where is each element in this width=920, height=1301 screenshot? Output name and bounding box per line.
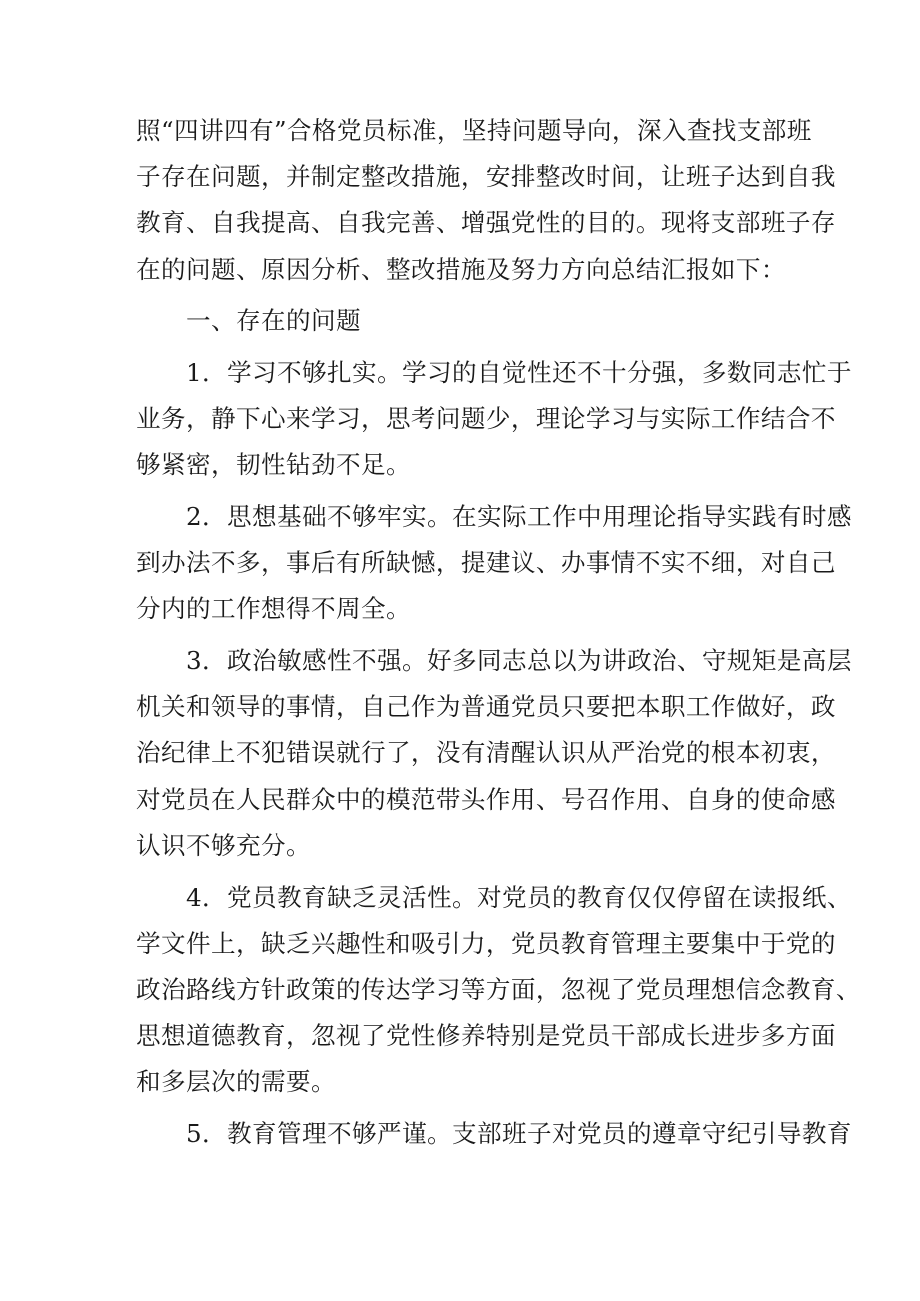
text-line: 对党员在人民群众中的模范带头作用、号召作用、自身的使命感 (136, 784, 836, 814)
text-line: 3．政治敏感性不强。好多同志总以为讲政治、守规矩是高层 (186, 646, 852, 676)
text-line: 认识不够充分。 (136, 830, 311, 860)
text-line: 政治路线方针政策的传达学习等方面，忽视了党员理想信念教育、 (136, 974, 861, 1004)
text-line: 和多层次的需要。 (136, 1067, 336, 1097)
text-line: 分内的工作想得不周全。 (136, 594, 411, 624)
section-heading: 一、存在的问题 (186, 306, 361, 336)
text-line: 照“四讲四有”合格党员标准，坚持问题导向，深入查找支部班 (136, 116, 812, 145)
item-paragraph-5 (136, 1111, 852, 1157)
text-line: 治纪律上不犯错误就行了，没有清醒认识从严治党的根本初衷， (136, 738, 836, 768)
item-paragraph-2 (136, 494, 852, 633)
text-line: 1．学习不够扎实。学习的自觉性还不十分强，多数同志忙于 (186, 357, 852, 387)
text-line: 在的问题、原因分析、整改措施及努力方向总结汇报如下： (136, 254, 786, 284)
intro-paragraph (136, 108, 836, 293)
text-line: 学文件上，缺乏兴趣性和吸引力，党员教育管理主要集中于党的 (136, 928, 836, 958)
text-line: 2．思想基础不够牢实。在实际工作中用理论指导实践有时感 (186, 502, 852, 531)
text-line: 5．教育管理不够严谨。支部班子对党员的遵章守纪引导教育 (186, 1118, 852, 1148)
text-line: 子存在问题，并制定整改措施，安排整改时间，让班子达到自我 (136, 162, 836, 192)
item-paragraph-1 (136, 350, 852, 489)
text-line: 机关和领导的事情，自己作为普通党员只要把本职工作做好，政 (136, 692, 836, 722)
text-line: 思想道德教育，忽视了党性修养特别是党员干部成长进步多方面 (136, 1021, 836, 1051)
text-line: 业务，静下心来学习，思考问题少，理论学习与实际工作结合不 (136, 404, 836, 434)
item-paragraph-3 (136, 638, 852, 869)
item-paragraph-4 (136, 875, 861, 1106)
text-line: 够紧密，韧性钻劲不足。 (136, 450, 411, 480)
text-line: 到办法不多，事后有所缺憾，提建议、办事情不实不细，对自己 (136, 548, 836, 578)
document-body (136, 108, 861, 1157)
text-line: 4．党员教育缺乏灵活性。对党员的教育仅仅停留在读报纸、 (186, 882, 852, 912)
text-line: 教育、自我提高、自我完善、增强党性的目的。现将支部班子存 (136, 208, 836, 238)
